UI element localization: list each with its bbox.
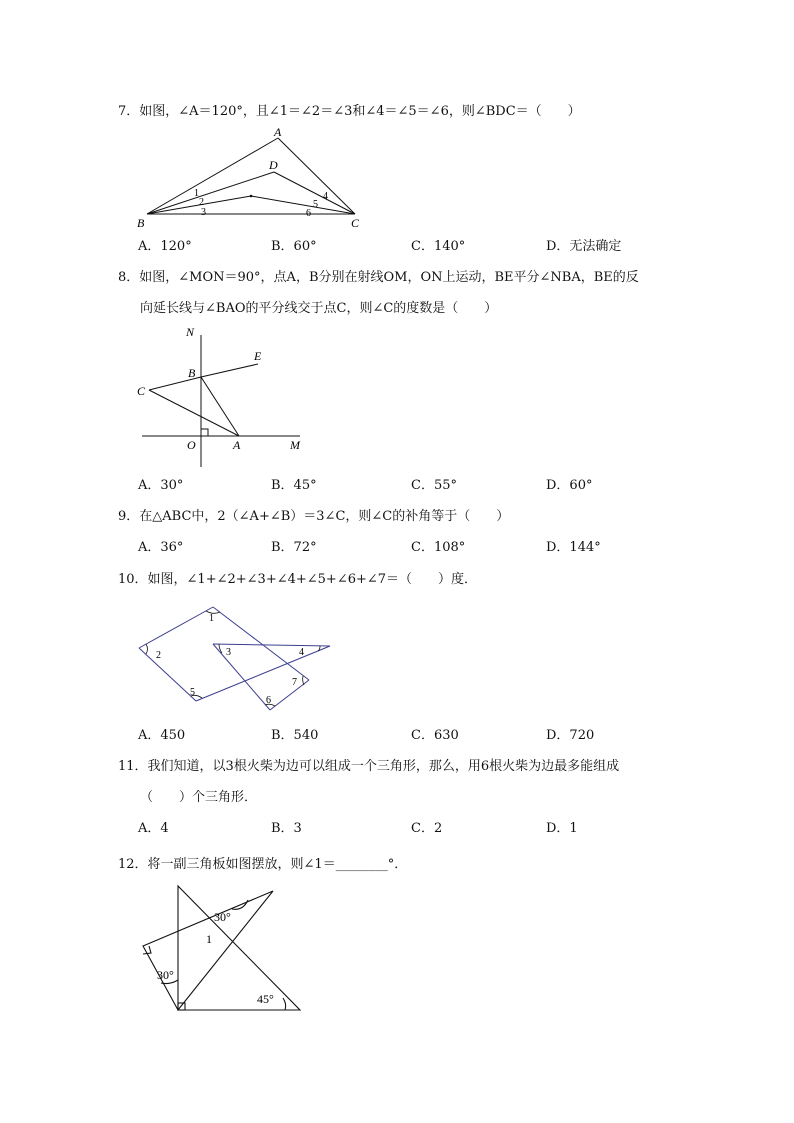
q7-label-C: C: [351, 216, 360, 230]
q7-angle-5: 5: [313, 199, 318, 210]
q8-label-B: B: [188, 366, 196, 380]
q10-option-d: D．720: [546, 728, 595, 743]
q7-option-c: C．140°: [411, 239, 466, 254]
q11-stem-line1: 11．我们知道，以3根火柴为边可以组成一个三角形，那么，用6根火柴为边最多能组成: [118, 759, 620, 774]
q7-label-B: B: [137, 216, 145, 230]
q7-stem: 7．如图，∠A＝120°，且∠1＝∠2＝∠3和∠4＝∠5＝∠6，则∠BDC＝（ ）: [118, 104, 581, 119]
q12-triangle-45: [178, 886, 300, 1010]
q10-angle-5: 5: [190, 687, 195, 698]
q7-label-A: A: [274, 125, 282, 139]
q7-angle-6: 6: [306, 208, 311, 219]
q12-label-45: 45°: [257, 992, 274, 1006]
q12-stem: 12．将一副三角板如图摆放，则∠1＝________°．: [118, 857, 408, 872]
q8-option-c: C．55°: [411, 478, 457, 493]
q10-angle-3: 3: [226, 647, 231, 658]
q8-stem-line1: 8．如图，∠MON＝90°，点A，B分别在射线OM，ON上运动，BE平分∠NBA，BE的反: [118, 270, 639, 285]
q10-option-b: B．540: [271, 728, 319, 743]
q9-stem: 9．在△ABC中，2（∠A+∠B）＝3∠C，则∠C的补角等于（ ）: [118, 509, 510, 524]
q7-label-D: D: [269, 158, 278, 172]
q8-label-E: E: [254, 349, 262, 363]
q10-stem: 10．如图，∠1+∠2+∠3+∠4+∠5+∠6+∠7＝（ ）度．: [118, 572, 478, 587]
q7-angle-2: 2: [199, 197, 204, 208]
q10-option-a: A．450: [138, 728, 186, 743]
q8-option-d: D．60°: [546, 478, 593, 493]
q7-option-d: D．无法确定: [546, 239, 622, 254]
q11-option-b: B．3: [271, 821, 302, 836]
q8-option-a: A．30°: [138, 478, 184, 493]
q9-option-b: B．72°: [271, 540, 317, 555]
q12-label-30-top: 30°: [214, 910, 231, 924]
q8-label-C: C: [137, 384, 146, 398]
q12-label-1: 1: [206, 932, 212, 946]
q7-angle-3: 3: [201, 207, 206, 218]
q11-option-c: C．2: [411, 821, 443, 836]
q7-option-a: A．120°: [138, 239, 192, 254]
q9-option-c: C．108°: [411, 540, 466, 555]
q12-arc-45: [283, 998, 286, 1010]
q9-option-a: A．36°: [138, 540, 184, 555]
q11-option-d: D．1: [546, 821, 578, 836]
q8-label-A: A: [233, 438, 241, 452]
q11-stem-line2: （ ）个三角形．: [140, 790, 258, 805]
q10-angle-1: 1: [209, 613, 214, 624]
q7-angle-1: 1: [194, 188, 199, 199]
q8-label-O: O: [187, 438, 196, 452]
q7-angle-4: 4: [323, 191, 328, 202]
q11-option-a: A．4: [138, 821, 169, 836]
q8-label-M: M: [290, 438, 300, 452]
q12-label-30-left: 30°: [157, 968, 174, 982]
q10-option-c: C．630: [411, 728, 459, 743]
q10-angle-7: 7: [292, 677, 297, 688]
q7-option-b: B．60°: [271, 239, 317, 254]
q10-angle-6: 6: [266, 695, 271, 706]
q8-label-N: N: [186, 325, 195, 339]
q8-stem-line2: 向延长线与∠BAO的平分线交于点C，则∠C的度数是（ ）: [140, 301, 498, 316]
q12-triangle-30: [143, 891, 273, 1010]
q10-angle-4: 4: [299, 647, 304, 658]
q10-angle-2: 2: [156, 650, 161, 661]
q9-option-d: D．144°: [546, 540, 601, 555]
q8-option-b: B．45°: [271, 478, 317, 493]
